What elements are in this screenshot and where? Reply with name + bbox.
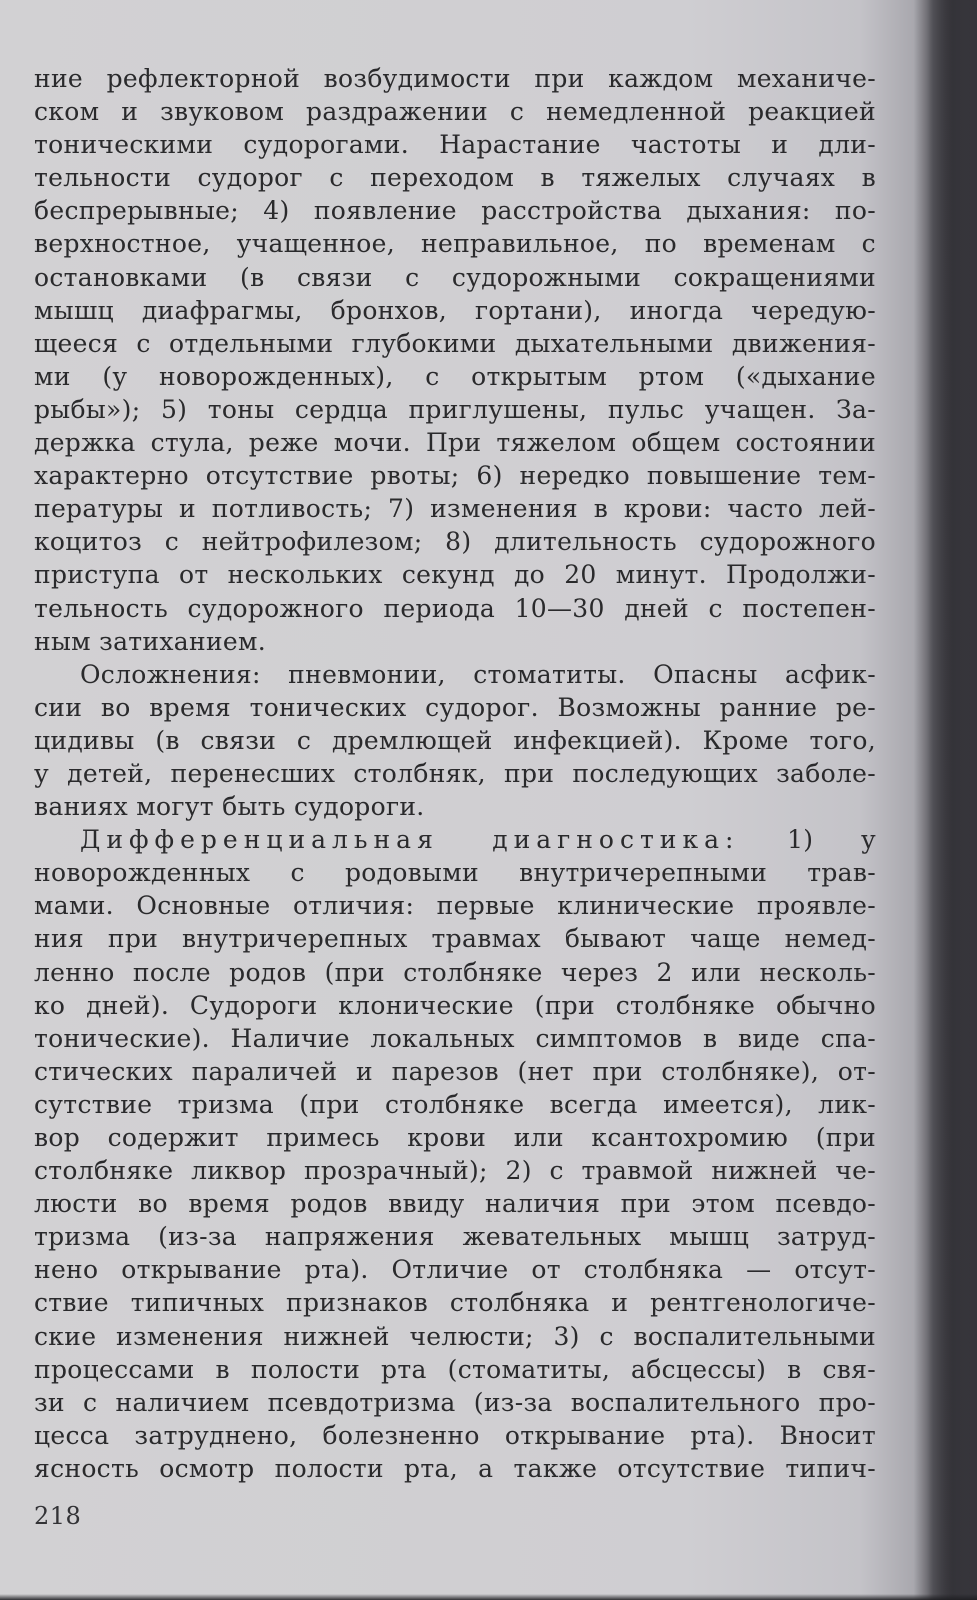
- text-line: остановками (в связи с судорожными сокращениями: [34, 262, 876, 292]
- text-line: цесса затруднено, болезненно открывание рта). Вносит: [34, 1420, 876, 1450]
- book-spine-shadow: [927, 0, 977, 1600]
- text-line: ские изменения нижней челюсти; 3) с воспалительными: [34, 1321, 876, 1351]
- text-line: тризма (из-за напряжения жевательных мышц затруд-: [34, 1222, 876, 1252]
- text-line: цидивы (в связи с дремлющей инфекцией). Кроме того,: [34, 725, 876, 755]
- text-line: столбняке ликвор прозрачный); 2) с травмой нижней че-: [34, 1156, 876, 1186]
- text-line: ми (у новорожденных), с открытым ртом («дыхание: [34, 361, 876, 391]
- text-line: процессами в полости рта (стоматиты, абсцессы) в свя-: [34, 1354, 876, 1384]
- text-line: ваниях могут быть судороги.: [34, 792, 425, 822]
- section-heading-spaced: Дифференциальная диагностика:: [80, 825, 740, 855]
- text-line: рыбы»); 5) тоны сердца приглушены, пульс учащен. За-: [34, 394, 876, 424]
- text-line: приступа от нескольких секунд до 20 минут. Продолжи-: [34, 560, 876, 590]
- text-line: ным затиханием.: [34, 626, 267, 656]
- text-line: ко дней). Судороги клонические (при столбняке обычно: [34, 990, 876, 1020]
- text-line: пературы и потливость; 7) изменения в крови: часто лей-: [34, 494, 876, 524]
- text-line: ясность осмотр полости рта, а также отсутствие типич-: [34, 1453, 876, 1483]
- text-line: ленно после родов (при столбняке через 2 или несколь-: [34, 957, 876, 987]
- text-line: сутствие тризма (при столбняке всегда имеется), лик-: [34, 1089, 876, 1119]
- text-line: новорожденных с родовыми внутричерепными трав-: [34, 858, 876, 888]
- text-line: вор содержит примесь крови или ксантохромию (при: [34, 1123, 876, 1152]
- text-line: тонические). Наличие локальных симптомов в виде спа-: [34, 1023, 876, 1053]
- text-line: мами. Основные отличия: первые клинические проявле-: [34, 891, 876, 921]
- text-line: ском и звуковом раздражении с немедленной реакцией: [34, 97, 876, 127]
- text-line: ния при внутричерепных травмах бывают чаще немед-: [34, 924, 876, 954]
- text-line: беспрерывные; 4) появление расстройства дыхания: по-: [34, 196, 876, 226]
- text-line: держка стула, реже мочи. При тяжелом общем состоянии: [34, 428, 876, 458]
- text-line: сии во время тонических судорог. Возможны ранние ре-: [34, 692, 876, 722]
- text-line: тельности судорог с переходом в тяжелых случаях в: [34, 163, 876, 193]
- text-line: ние рефлекторной возбудимости при каждом механиче-: [34, 64, 876, 93]
- text-line: верхностное, учащенное, неправильное, по временам с: [34, 229, 876, 259]
- differential-diagnosis-line: [34, 823, 876, 856]
- text-line: характерно отсутствие рвоты; 6) нередко повышение тем-: [34, 461, 876, 491]
- text-line: мышц диафрагмы, бронхов, гортани), иногда чередую-: [34, 295, 876, 325]
- complications-paragraph-start: Осложнения: пневмонии, стоматиты. Опасны асфик-: [80, 659, 876, 689]
- text-line: тельность судорожного периода 10—30 дней с постепен-: [34, 593, 876, 623]
- text-line: нено открывание рта). Отличие от столбняка — отсут-: [34, 1255, 876, 1285]
- text-line: у детей, перенесших столбняк, при последующих заболе-: [34, 758, 876, 788]
- text-line: щееся с отдельными глубокими дыхательными движения-: [34, 328, 876, 358]
- body-text: [34, 62, 876, 1485]
- text-line: зи с наличием псевдотризма (из-за воспалительного про-: [34, 1387, 876, 1417]
- text-fragment: 1) у: [787, 825, 876, 855]
- text-line: люсти во время родов ввиду наличия при этом псевдо-: [34, 1189, 876, 1219]
- text-line: стических параличей и парезов (нет при столбняке), от-: [34, 1056, 876, 1086]
- page-number: 218: [34, 1502, 82, 1530]
- text-line: тоническими судорогами. Нарастание частоты и дли-: [34, 130, 876, 160]
- text-line: ствие типичных признаков столбняка и рентгенологиче-: [34, 1288, 876, 1318]
- text-line: коцитоз с нейтрофилезом; 8) длительность судорожного: [34, 527, 876, 557]
- page-bottom-edge: [0, 1594, 977, 1600]
